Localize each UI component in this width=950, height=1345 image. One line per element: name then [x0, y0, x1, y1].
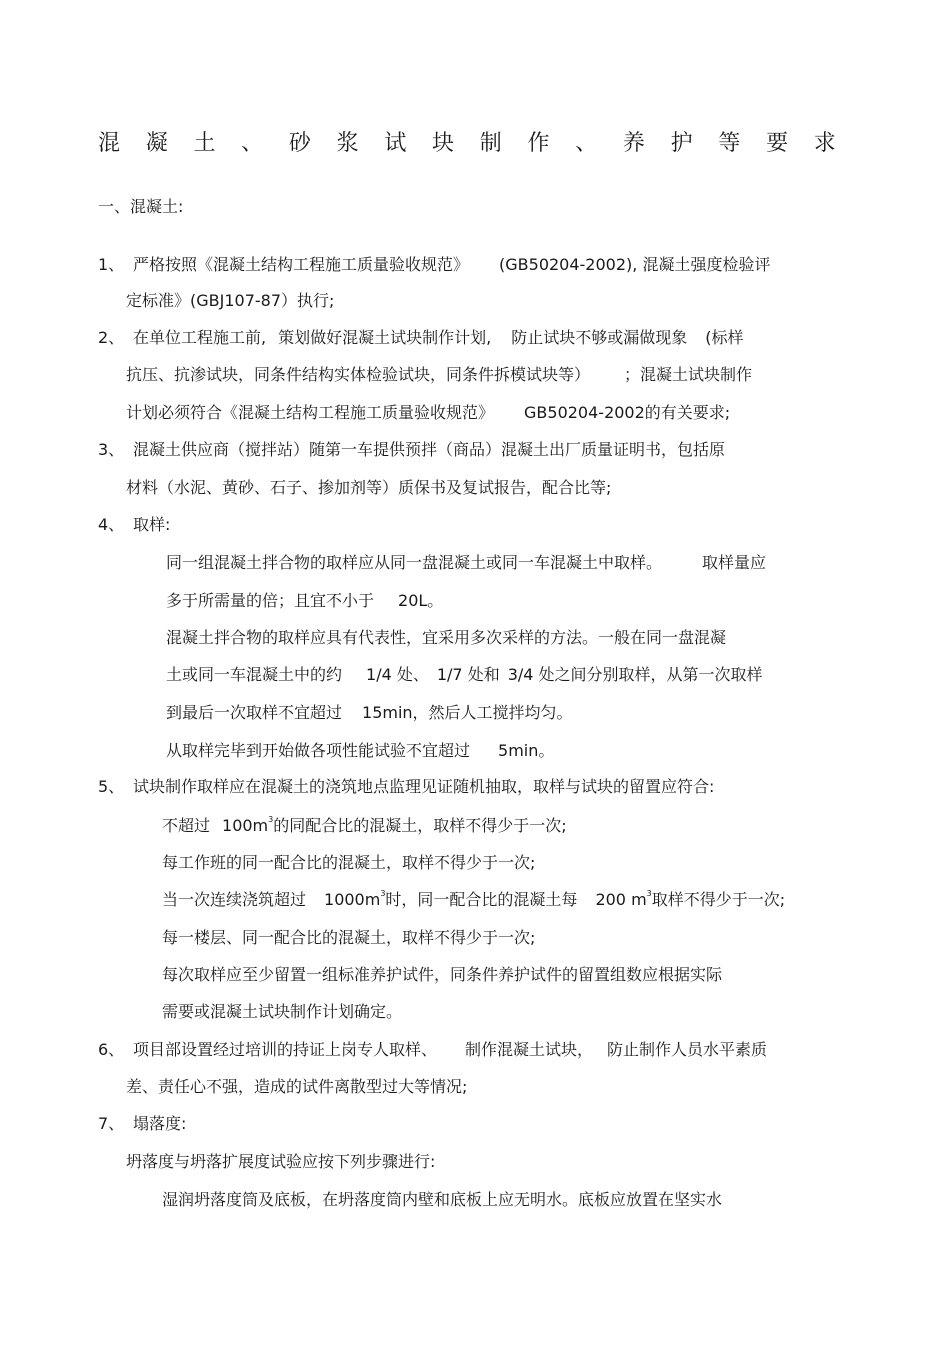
title-char: 凝	[145, 131, 168, 156]
title-char: 砂	[288, 131, 311, 156]
item-2-line-3: 计划必须符合《混凝土结构工程施工质量验收规范》 GB50204-2002的有关要求;	[126, 403, 731, 422]
document-title	[98, 126, 836, 157]
item-5-para: 不超过 $100m^3$的同配合比的混凝土，取样不得少于一次;	[162, 815, 567, 835]
title-char: 、	[241, 131, 264, 156]
title-char: 试	[384, 131, 407, 156]
title-char: 要	[766, 131, 789, 156]
item-6-line-1: 6、 项目部设置经过培训的持证上岗专人取样、 制作混凝土试块， 防止制作人员水平素质	[98, 1040, 768, 1059]
item-4-para: 混凝土拌合物的取样应具有代表性，宜采用多次采样的方法。一般在同一盘混凝	[166, 628, 727, 647]
title-char: 作	[527, 131, 550, 156]
item-3-line-1: 3、 混凝土供应商（搅拌站）随第一车提供预拌（商品）混凝土出厂质量证明书，包括原	[98, 440, 726, 459]
title-char: 浆	[336, 131, 359, 156]
section-heading: 一、混凝土:	[98, 197, 184, 216]
item-5-para: 每一楼层、同一配合比的混凝土，取样不得少于一次;	[162, 928, 536, 947]
item-2-line-1: 2、 在单位工程施工前, 策划做好混凝土试块制作计划, 防止试块不够或漏做现象 (标样	[98, 328, 744, 347]
title-char: 土	[193, 131, 216, 156]
title-char: 求	[813, 131, 836, 156]
item-5-para: 每次取样应至少留置一组标准养护试件，同条件养护试件的留置组数应根据实际	[162, 965, 723, 984]
title-char: 混	[98, 131, 121, 156]
title-char: 块	[432, 131, 455, 156]
item-1-line-2: 定标准》(GBJ107-87）执行;	[126, 291, 335, 310]
item-6-line-2: 差、责任心不强，造成的试件离散型过大等情况;	[126, 1077, 468, 1096]
item-7-heading: 7、 塌落度:	[98, 1114, 187, 1133]
item-number: 1、	[98, 255, 125, 274]
item-3-line-2: 材料（水泥、黄砂、石子、掺加剂等）质保书及复试报告，配合比等;	[126, 478, 612, 497]
item-4-para: 到最后一次取样不宜超过 15min，然后人工搅拌均匀。	[166, 703, 573, 722]
item-4-heading: 4、 取样:	[98, 515, 171, 534]
item-5-para: 需要或混凝土试块制作计划确定。	[162, 1002, 403, 1021]
item-5-heading: 5、 试块制作取样应在混凝土的浇筑地点监理见证随机抽取，取样与试块的留置应符合:	[98, 777, 715, 796]
title-char: 、	[575, 131, 598, 156]
item-2-line-2: 抗压、抗渗试块，同条件结构实体检验试块，同条件拆模试块等） ；混凝土试块制作	[126, 365, 753, 384]
item-5-para: 每工作班的同一配合比的混凝土，取样不得少于一次;	[162, 853, 536, 872]
item-5-para: 当一次连续浇筑超过 $1000m^3$时，同一配合比的混凝土每 200 $m^3$取样不得少于一次;	[162, 889, 786, 909]
item-1-line-1: 1、 严格按照《混凝土结构工程施工质量验收规范》 (GB50204-2002), 混凝土强度检验评	[98, 255, 771, 274]
title-char: 等	[718, 131, 741, 156]
item-4-para: 同一组混凝土拌合物的取样应从同一盘混凝土或同一车混凝土中取样。 取样量应	[166, 553, 767, 572]
item-7-para: 坍落度与坍落扩展度试验应按下列步骤进行:	[126, 1152, 436, 1171]
item-4-para: 土或同一车混凝土中的约 1/4 处、 1/7 处和 3/4 处之间分别取样，从第一次取样	[166, 665, 763, 684]
item-4-para: 从取样完毕到开始做各项性能试验不宜超过 5min。	[166, 741, 555, 760]
item-4-para: 多于所需量的倍；且宜不小于 20L。	[166, 591, 444, 610]
title-char: 养	[622, 131, 645, 156]
title-char: 制	[479, 131, 502, 156]
title-char: 护	[670, 131, 693, 156]
item-7-para: 湿润坍落度筒及底板，在坍落度筒内壁和底板上应无明水。底板应放置在坚实水	[162, 1190, 723, 1209]
